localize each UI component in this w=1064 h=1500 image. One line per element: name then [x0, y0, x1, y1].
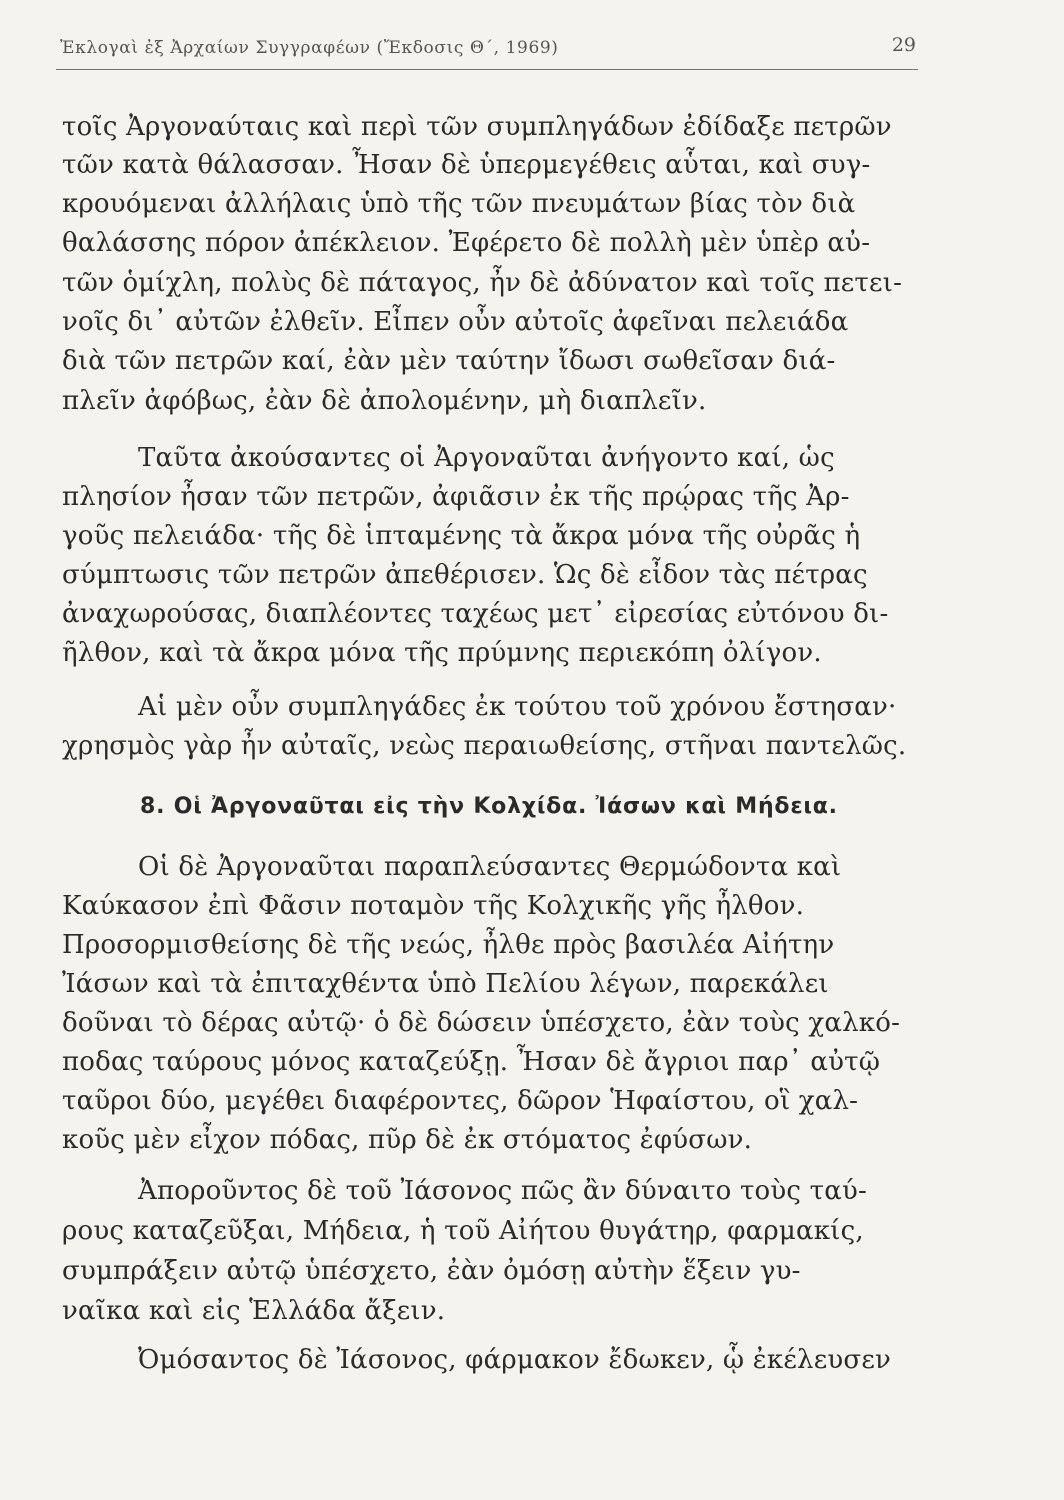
text-line: σύμπτωσις τῶν πετρῶν ἀπεθέρισεν. Ὡς δὲ εἶδον τὰς πέτρας — [62, 560, 868, 590]
text-line: ταῦροι δύο, μεγέθει διαφέροντες, δῶρον Ἡφαίστου, οἳ χαλ- — [62, 1086, 859, 1116]
text-line: ῆλθον, καὶ τὰ ἄκρα μόνα τῆς πρύμνης περιεκόπη ὀλίγον. — [62, 638, 822, 668]
text-line: Ἰάσων καὶ τὰ ἐπιταχθέντα ὑπὸ Πελίου λέγων, παρεκάλει — [62, 969, 829, 999]
text-line: κοῦς μὲν εἶχον πόδας, πῦρ δὲ ἐκ στόματος ἐφύσων. — [62, 1125, 753, 1155]
text-line: δοῦναι τὸ δέρας αὐτῷ· ὁ δὲ δώσειν ὑπέσχετο, ἐὰν τοὺς χαλκό- — [62, 1008, 901, 1038]
text-line: τῶν ὁμίχλη, πολὺς δὲ πάταγος, ἦν δὲ ἀδύνατον καὶ τοῖς πετει- — [62, 268, 903, 298]
header-rule — [56, 69, 918, 70]
text-line: ἀναχωρούσας, διαπλέοντες ταχέως μετ᾽ εἰρεσίας εὐτόνου δι- — [62, 599, 889, 629]
text-line: ναῖκα καὶ εἰς Ἑλλάδα ἄξειν. — [62, 1296, 446, 1326]
text-line: κρουόμεναι ἀλλήλαις ὑπὸ τῆς τῶν πνευμάτων βίας τὸν διὰ — [62, 189, 856, 219]
text-line: ποδας ταύρους μόνος καταζεύξῃ. Ἦσαν δὲ ἄγριοι παρ᾽ αὐτῷ — [62, 1047, 881, 1077]
text-line: Ἀποροῦντος δὲ τοῦ Ἰάσονος πῶς ἂν δύναιτο τοὺς ταύ- — [138, 1176, 867, 1206]
text-line: διὰ τῶν πετρῶν καί, ἐὰν μὲν ταύτην ἴδωσι σωθεῖσαν διά- — [62, 346, 836, 376]
section-heading: 8. Οἱ Ἀργοναῦται εἰς τὴν Κολχίδα. Ἰάσων καὶ Μήδεια. — [140, 794, 838, 819]
text-line: Προσορμισθείσης δὲ τῆς νεώς, ἦλθε πρὸς βασιλέα Αἰήτην — [62, 930, 835, 960]
text-line: πλεῖν ἀφόβως, ἐὰν δὲ ἀπολομένην, μὴ διαπλεῖν. — [62, 386, 707, 416]
text-line: Ταῦτα ἀκούσαντες οἱ Ἀργοναῦται ἀνήγοντο καί, ὡς — [138, 443, 835, 473]
text-line: τῶν κατὰ θάλασσαν. Ἦσαν δὲ ὑπερμεγέθεις αὗται, καὶ συγ- — [62, 150, 871, 180]
text-line: πλησίον ἦσαν τῶν πετρῶν, ἀφιᾶσιν ἐκ τῆς πρῴρας τῆς Ἀρ- — [62, 482, 850, 512]
text-line: ρους καταζεῦξαι, Μήδεια, ἡ τοῦ Αἰήτου θυγάτηρ, φαρμακίς, — [62, 1216, 864, 1246]
text-line: συμπράξειν αὐτῷ ὑπέσχετο, ἐὰν ὀμόσῃ αὐτὴν ἕξειν γυ- — [62, 1256, 801, 1286]
text-line: θαλάσσης πόρον ἀπέκλειον. Ἐφέρετο δὲ πολλὴ μὲν ὑπὲρ αὐ- — [62, 228, 871, 258]
text-line: Ὀμόσαντος δὲ Ἰάσονος, φάρμακον ἔδωκεν, ᾧ ἐκέλευσεν — [138, 1345, 892, 1375]
text-line: γοῦς πελειάδα· τῆς δὲ ἱπταμένης τὰ ἄκρα μόνα τῆς οὐρᾶς ἡ — [62, 521, 861, 551]
text-line: Καύκασον ἐπὶ Φᾶσιν ποταμὸν τῆς Κολχικῆς γῆς ἦλθον. — [62, 891, 805, 921]
running-header — [56, 28, 918, 68]
text-line: Αἱ μὲν οὖν συμπληγάδες ἐκ τούτου τοῦ χρόνου ἔστησαν· — [138, 692, 897, 722]
page-number: 29 — [891, 34, 916, 56]
text-line: Οἱ δὲ Ἀργοναῦται παραπλεύσαντες Θερμώδοντα καὶ — [138, 852, 842, 882]
running-header-title: Ἐκλογαὶ ἐξ Ἀρχαίων Συγγραφέων (Ἔκδοσις Θ΄, 1969) — [60, 38, 559, 58]
text-line: χρησμὸς γὰρ ἦν αὐταῖς, νεὼς περαιωθείσης, στῆναι παντελῶς. — [62, 731, 907, 761]
text-line: νοῖς δι᾽ αὐτῶν ἐλθεῖν. Εἶπεν οὖν αὐτοῖς ἀφεῖναι πελειάδα — [62, 307, 849, 337]
text-line: τοῖς Ἀργοναύταις καὶ περὶ τῶν συμπληγάδων ἐδίδαξε πετρῶν — [62, 112, 892, 142]
